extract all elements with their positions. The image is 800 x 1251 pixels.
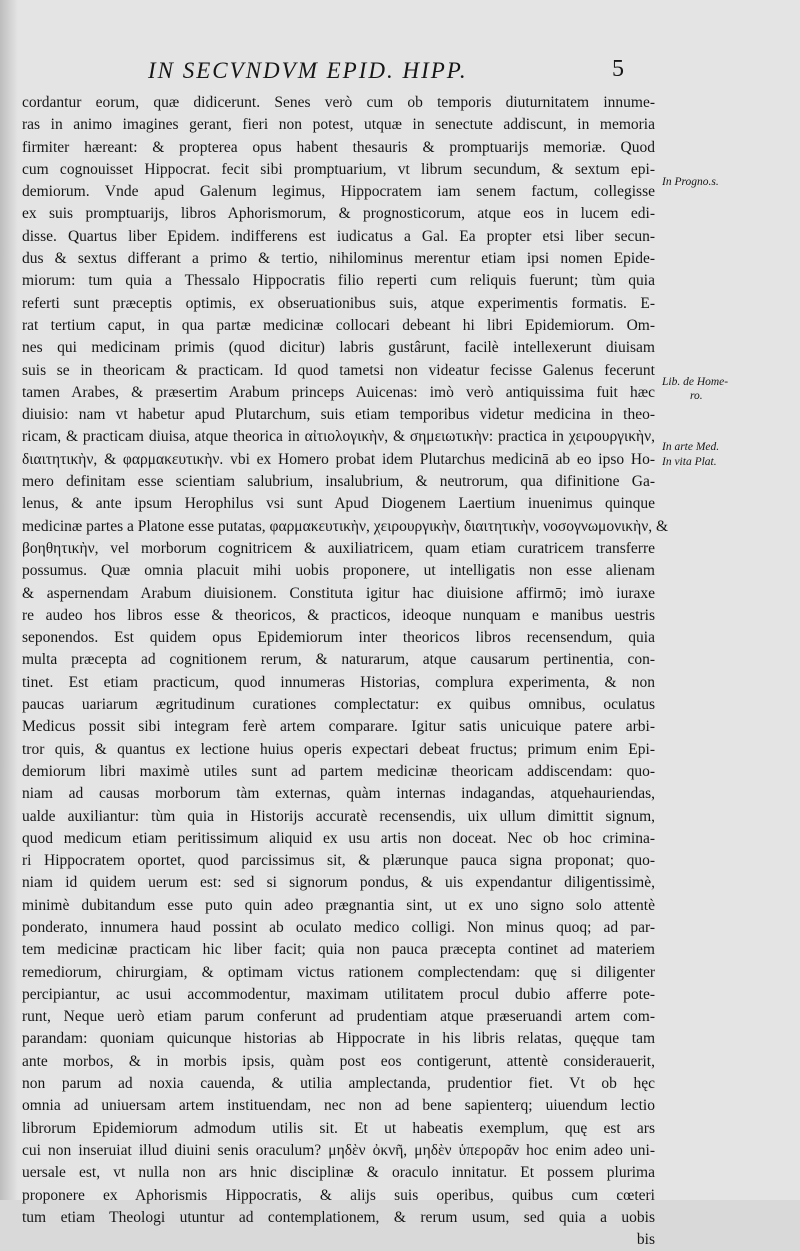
text-line: quod medicum etiam peritissimum aliquid ex usu artis non doceat. Nec ob hoc crimina- <box>22 829 655 847</box>
text-line: niam id quidem uerum est: sed si signorum pondus, & uis expendantur diligentissimè, <box>22 874 655 892</box>
text-line: cui non inseruiat illud diuini senis oraculum? μηδὲν ὀκνῆ, μηδὲν ὑπερορᾶν hoc enim adeo uni- <box>22 1141 655 1159</box>
body-text <box>22 92 669 1251</box>
marginal-note: Lib. de Home- <box>662 376 729 388</box>
marginal-note: ro. <box>690 390 703 402</box>
text-line: Medicus possit sibi integram ferè artem comparare. Igitur satis unicuique patere arbi- <box>22 718 655 736</box>
text-line: medicinæ partes a Platone esse putatas, φαρμακευτικὴν, χειρουργικὴν, διαιτητικὴν, νοσογνωμονικὴν, & <box>22 517 669 535</box>
text-line: tamen Arabes, & præsertim Arabum princeps Auicenas: imò verò antiquissima fuit hæc <box>22 383 655 401</box>
text-line: ualde auxiliantur: tùm quia in Historijs accuratè recensendis, uix ullum dimittit signum, <box>22 807 655 825</box>
text-line: tem medicinæ practicam hic liber facit; quia non pauca præcepta continet ad materiem <box>22 941 655 959</box>
text-line: ante morbos, & in morbis ipsis, quàm post eos contigerunt, attentè considerauerit, <box>22 1052 655 1070</box>
text-line: dus & sextus differant a primo & tertio, nihilominus merentur etiam ipsi nomen Epide- <box>22 250 655 268</box>
catchword: bis <box>636 1231 655 1249</box>
text-line: ex suis promptuarijs, libros Aphorismorum, & prognosticorum, atque eos in lucem edi- <box>22 205 655 223</box>
running-head: IN SECVNDVM EPID. HIPP. <box>148 58 468 83</box>
text-line: & aspernendam Arabum diuisionem. Constituta igitur hac diuisione affirmō; imò iuraxe <box>22 584 655 602</box>
text-line: disse. Quartus liber Epidem. indifferens est iudicatus a Gal. Ea propter etsi liber secun- <box>22 227 655 245</box>
text-line: demiorum. Vnde apud Galenum legimus, Hippocratem iam senem factum, collegisse <box>22 183 655 201</box>
text-line: omnia ad uniuersam artem instituendam, nec non ad bene sapienterq; uiuendum lectio <box>22 1097 655 1115</box>
text-line: minimè dubitandum esse puto quin adeo prægnantia sint, ut ex uno signo solo attentè <box>22 896 655 914</box>
text-line: niam ad causas morborum tàm externas, quàm internas indagandas, atquehauriendas, <box>22 785 655 803</box>
text-line: firmiter hæreant: & propterea opus habent thesauris & promptuarijs memoriæ. Quod <box>22 138 655 156</box>
marginal-note: In Progno.s. <box>662 176 719 188</box>
text-line: ponderato, innumera haud possint ab oculato medico colligi. Non minus quoq; ad par- <box>22 918 655 936</box>
text-line: suis se in theoricam & practicam. Id quod tametsi non videatur fecisse Galenus fecerunt <box>22 361 655 379</box>
text-line: rat tertium caput, in qua partæ medicinæ collocari debeant hi libri Epidemiorum. Om- <box>22 316 655 334</box>
text-line: parandam: quoniam quicunque historias ab Hippocrate in his libris relatas, quęque tam <box>22 1030 655 1048</box>
text-line: tror quis, & quantus ex lectione huius operis expectari debeat fructus; primum enim Epi- <box>22 740 655 758</box>
text-line: cordantur eorum, quæ didicerunt. Senes verò cum ob temporis diuturnitatem innume- <box>22 94 655 111</box>
text-line: multa præcepta ad cognitionem rerum, & naturarum, atque causarum pertinentia, con- <box>22 651 655 669</box>
text-line: demiorum libri maximè utiles sunt ad partem medicinæ theoricam addiscendam: quo- <box>22 762 655 780</box>
text-line: nes qui medicinam primis (quod dicitur) labris gustârunt, facilè intellexerunt diuisam <box>22 339 655 357</box>
text-line: percipiantur, ac usui accommodentur, maximam utilitatem procul dubio afferre pote- <box>22 985 655 1003</box>
text-line: runt, Neque uerò etiam parum conferunt ad prudentiam atque præseruandi artem com- <box>22 1008 655 1026</box>
text-line: tinet. Est etiam practicum, quod innumeras Historias, complura experimenta, & non <box>22 673 655 691</box>
text-line: tum etiam Theologi utuntur ad contemplationem, & rerum usum, sed quia a uobis <box>22 1208 655 1226</box>
text-line: lenus, & ante ipsum Herophilus vsi sunt Apud Diogenem Laertium inuenimus quinque <box>22 495 655 513</box>
text-line: librorum Epidemiorum admodum utilis sit. Et ut habeatis exemplum, quę est ars <box>22 1119 655 1137</box>
text-line: ras in animo imagines gerant, fieri non potest, utquæ in senectute addiscunt, in memoria <box>22 116 655 134</box>
text-line: referti sunt præceptis optimis, ex obseruationibus suis, atque experimentis formatis. E- <box>22 294 655 312</box>
text-line: possumus. Quæ omnia placuit mihi uobis proponere, ut intelligatis non esse alienam <box>22 562 655 580</box>
text-line: paucas uariarum ægritudinum curationes complectatur: ex quibus omnibus, oculatus <box>22 696 655 714</box>
text-line: non parum ad noxia cauenda, & utilia amplectanda, prudentior fiet. Vt ob hęc <box>22 1075 655 1093</box>
text-line: remediorum, chirurgiam, & optimam victus rationem complectendam: quę si diligenter <box>22 963 655 981</box>
text-line: diuisio: nam vt habetur apud Plutarchum, suis etiam temporibus videtur medicina in theo- <box>22 406 655 424</box>
text-line: ri Hippocratem oportet, quod parcissimus sit, & plærunque pauca signa proponat; quo- <box>22 852 655 870</box>
text-line: ricam, & practicam diuisa, atque theorica in αἰτιολογικὴν, & σημειωτικὴν: practica in χειρουργικὴν, <box>22 428 655 446</box>
text-line: mero definitam esse scientiam salubrium, insalubrium, & neutrorum, qua difinitione Ga- <box>22 473 655 491</box>
page-number: 5 <box>612 56 624 82</box>
text-line: cum cognouisset Hippocrat. fecit sibi promptuarium, vt librum secundum, & sextum epi- <box>22 160 655 178</box>
text-line: διαιτητικὴν, & φαρμακευτικὴν. vbi ex Homero probat idem Plutarchus medicinā ab eo ipso Ho- <box>22 450 655 468</box>
marginal-note: In vita Plat. <box>662 456 717 468</box>
text-line: βοηθητικὴν, vel morborum cognitricem & auxiliatricem, quam etiam curatricem transferre <box>22 539 655 557</box>
marginal-note: In arte Med. <box>662 441 720 453</box>
text-line: uersale est, vt nulla non ars hnic disciplinæ & oraculo innitatur. Et possem plurima <box>22 1164 655 1182</box>
text-line: proponere ex Aphorismis Hippocratis, & alijs suis operibus, quibus cum cœteri <box>22 1186 655 1204</box>
page-header <box>0 56 800 90</box>
text-line: re audeo hos libros esse & theoricos, & practicos, ideoque nunquam e manibus uestris <box>22 606 655 624</box>
text-line: miorum: tum quia a Thessalo Hippocratis filio reperti cum reliquis fuerunt; tùm quia <box>22 272 655 290</box>
text-line: seponendos. Est quidem opus Epidemiorum inter theoricos libros recensendum, quia <box>22 629 655 647</box>
